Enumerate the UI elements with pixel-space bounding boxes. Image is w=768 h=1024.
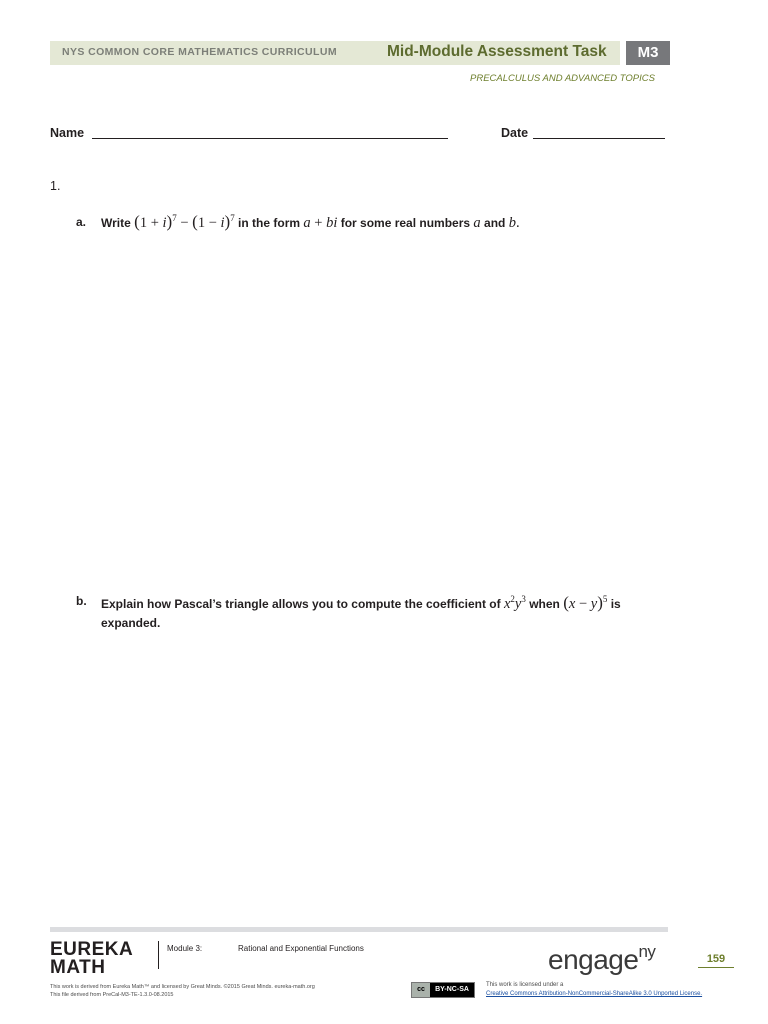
part-a-expression: $(1 + i)^7 - (1 - i)^7$ bbox=[134, 212, 235, 231]
part-b-tail: is expanded. bbox=[101, 596, 621, 630]
page-title: Mid-Module Assessment Task bbox=[387, 43, 607, 60]
part-a-lead: Write bbox=[101, 216, 131, 230]
license-text: This work is licensed under a bbox=[486, 982, 564, 988]
part-b-lead: Explain how Pascal’s triangle allows you to compute the coefficient of bbox=[101, 596, 501, 611]
footer-divider bbox=[158, 941, 159, 969]
name-label: Name bbox=[50, 126, 85, 140]
part-a-and: and bbox=[484, 216, 506, 230]
engageny-logo: engage$^{ny}$ bbox=[548, 942, 656, 975]
name-field-line bbox=[92, 138, 448, 139]
credit-line-2: This file derived from PreCal-M3-TE-1.3.0-08.2015 bbox=[50, 992, 174, 998]
part-a-rest: in the form bbox=[238, 216, 301, 230]
course-subtitle: PRECALCULUS AND ADVANCED TOPICS bbox=[470, 73, 655, 84]
curriculum-label: NYS COMMON CORE MATHEMATICS CURRICULUM bbox=[62, 46, 337, 58]
part-a-letter: a. bbox=[76, 215, 87, 229]
part-b-binomial: $(x - y)^5$ bbox=[563, 592, 608, 612]
license-link[interactable]: Creative Commons Attribution-NonCommercial-ShareAlike 3.0 Unported License. bbox=[486, 991, 703, 997]
page-number: 159 bbox=[698, 953, 734, 968]
part-a-form: a bbox=[303, 215, 311, 231]
footer-topic: Rational and Exponential Functions bbox=[238, 944, 364, 953]
cc-license-badge[interactable]: cc BY-NC-SA bbox=[411, 982, 475, 998]
part-a-text: Write $(1 + i)^7 - (1 - i)^7$ in the form a + bi for some real numbers a and b. bbox=[101, 212, 520, 231]
eureka-math-logo: EUREKA MATH bbox=[50, 939, 134, 978]
footer-module: Module 3: bbox=[167, 944, 203, 953]
module-badge: M3 bbox=[626, 41, 670, 65]
part-b-letter: b. bbox=[76, 594, 87, 608]
footer-rule bbox=[50, 927, 668, 932]
date-label: Date bbox=[501, 126, 529, 140]
part-a-tail: for some real numbers bbox=[340, 216, 471, 230]
credit-line-1: This work is derived from Eureka Math™ and licensed by Great Minds. ©2015 Great Minds. eureka-math.org bbox=[50, 984, 315, 990]
question-number: 1. bbox=[50, 179, 61, 193]
part-b-text bbox=[101, 590, 661, 633]
part-b-term: $x^2y^3$ bbox=[503, 594, 526, 612]
date-field-line bbox=[533, 138, 665, 139]
part-b-mid: when bbox=[529, 596, 560, 611]
